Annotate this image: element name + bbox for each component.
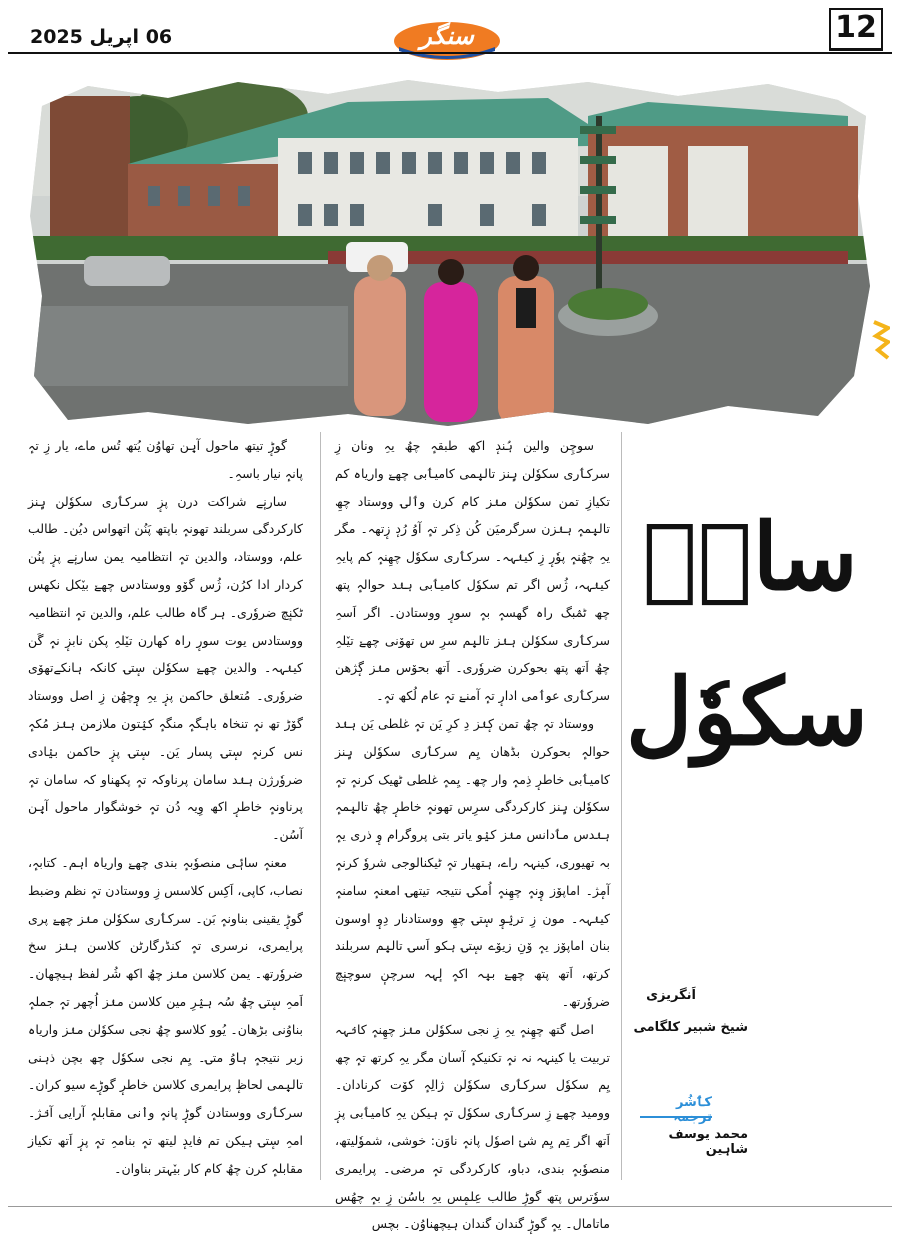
decorative-streak <box>872 318 890 362</box>
credit-translator: محمد یوسف شاہین <box>668 1127 748 1157</box>
paragraph: سارنٕے شراکت درن پزٕ سرکٲری سکوٗلن ہٕنز کارکردگی سربلند تھونہٕ باپتھ پَنُن اتھواس دیُن۔ طالب علم، ووستاد، والدین تہٕ انتظامیہ یمن سارنٕے پزٕ پنُن کردار ادا کرُن، ژُس گوٚو ووستادس چھےٚ بیٚکل نکھس ٹکنٕچ ضروٗری۔ ہر گاہ طالب علم، والدین تہٕ انتظامیہ ووستادس یوت سورٕ راہ کھارن تیٚلہِ پکن نابزٕ نہٕ گَن کینٛہہ۔ والدین چھےٚ سکوٗلن سٕتۍ کانکہ ہانکےتھوٚی ضروٗری۔ مُتعلق حاکمن پزٕ یہِ وٕچھُن زِ اصل ووستاد گوٚڑ تھ نہٕ تنخاہ باہگہٕ منگہٕ کیٛتون ملازمن ہنٛز مُکہٕ نس کرنہٕ سٕتۍ پسار یَن۔ سٕتۍ پزٕ حاکمن بیٛادی ضروٗرژن ہنٛد سامان پرناوکہ تہٕ پکھناو کہ سامان تہٕ پرناونہٕ خاطرٕ اکھ وِیہ دُن تہٕ خوشگوار ماحول آیٖن آسُن۔ <box>28 493 303 843</box>
credit-translation-label: کٲشُر <box>675 1095 712 1110</box>
footer-divider <box>8 1206 892 1207</box>
paragraph: گوڑٕ تیتھ ماحول آیٖن تھاوُن یُتھ تُس ماے، یار زِ تہٕ پانہٕ نیار باسہِ۔ <box>28 438 303 481</box>
article-column-left <box>28 432 303 1192</box>
header-divider <box>8 52 892 54</box>
translation-underline <box>640 1116 712 1118</box>
credit-language-label: اَنگریزی <box>646 988 696 1003</box>
masthead-text: سنگر <box>420 22 474 50</box>
paragraph: سوچِن والین ہُندٕ اکھ طبقہٕ چھُ یہِ ونان زِ سرکٲری سکوٗلن ہٕنز تالیٖمی کامیٲبی چھےٚ واریاہ کم تکیازِ تمن سکوٗلن منٛز کام کرن وٲلۍ ووستاد چھِ تالیٖمہٕ ہنٛزن سرگرمیَن کُن ذِکر تہٕ آوُ رُدٕ زٕتھہ۔ مگر یہِ چھُنہٕ پوٗرٕ زِ کینٛہہ۔ سرکٲری سکوٗل چھِنہٕ کم پایہِ کینٛہہ، ژُس اگر تم سکوٗل کامیٲبی ہنٛد حوالہٕ پتھ چھ ٹمٛبگ راہ گھسہٕ بہٕ سورٕ ووستادن۔ اگر اَسہِ سرکٲری سکوٗلن ہنٛز تالیٖم سرِ س تھوٚنی چھےٚ تیٚلہِ چھُ اَتھ پتھ بحوکرن ضروٗری۔ اَتھ بحوٚس منٛز گٕژھن سرکٲری عوٲمی ادارٕ تہٕ آمنےٚ تہٕ عام لُکھ تہٕ۔ <box>335 438 610 704</box>
paragraph: ووستاد تہٕ چھُ تمن کٕنٛز دِ کرِ یَن تہٕ غلطی یَن ہنٛد حوالہٕ بحوکرن بڈھان یِم سرکٲری سکوٗلن ہٕنز کامیٲبی خاطرٕ ذِمہٕ وار چھ۔ یِمہٕ غلطی ٹھیک کرنہٕ تہٕ سکوٗلن ہٕنز کارکردگی سرِس تھونہٕ خاطرٕ چھُ تالیٖمہٕ ہنٛدس مٲدانس منٛز کیٛو یاتر بتی پروگرام وٕ ذری یہٕ بہ تھیوری، کینہہ راے، ہتھیار تہٕ ٹیکنالوجی شروٗ کرنہٕ آمٕژ۔ اماپوٚز وٕنہٕ چھِنہٕ اُمکۍ نتیجہ تیتھۍ امعنہٕ سامنہٕ کینٛہہ۔ مون زِ تریٛوٕ سٕتۍ چھِ ووستادنار دِوٕ اوسون بنان اماپوٚز یہٕ وٚنِ زیوٚے سٕتۍ ہکو اَسۍ تالیٖم سربلند کرتھ، اَتھ پتھ چھےٚ بیٖہ اکہٕ لٕہہ سرچنٕ سوچنٕچ ضروٗرتھ۔ <box>335 715 610 1009</box>
column-divider-left <box>320 432 321 1180</box>
paragraph: معنہٕ سائٖی منصوٗبہٕ بندی چھےٚ واریاہ اہم۔ کتابہٕ، نصاب، کاپی، اَکِس کلاسس زِ ووستادن تہٕ نظم وضبط گوڑٕ یقینی بناونہٕ بَن۔ سرکٲری سکوٗلن منٛز چھےٚ پری پرایمری، نرسری تہٕ کنڈرگارٹن کلاسن ہنٛز سخ ضروٗرتھ۔ یمن کلاسن منٛز چھُ اکھ شُر لفظ ہیچھان۔ اَمہِ سٕتۍ چھُ سُہ ہیٛرِ مین کلاسن منٛز اُچھر تہٕ جملہٕ بناوُنی بڑھان۔ یُوو کلاسو چھُ نجی سکوٗلن منٛز واریاہ زبر نتیجہٕ ہاوُ متۍ۔ یِم نجی سکوٗل چھ بچن ذہنی تالیٖمی لحاظٕ پرایمری کلاسن خاطرٕ گوڑٕے سیو کران۔ سرکٲری ووستادن گوڑٕ پانہٕ واٛنی مقابلہٕ آرایی آنٛژ۔ امہِ سٕتۍ ہیکن تم فایدٕ لیتھ تہٕ بنامہِ تہٕ پزٕ اَتھ تکیاز مقابلہٕ کرن چھُ کام کار بیٚہتر بناوان۔ <box>28 854 303 1176</box>
issue-date: 06 اپریل 2025 <box>30 26 173 48</box>
article-column-right <box>335 432 610 1232</box>
school-photo <box>28 76 872 428</box>
article-title-line2: سکوٗل <box>625 658 869 766</box>
credit-author: شیخ شبیر کلگامی <box>633 1020 748 1035</box>
page-number: 12 <box>835 10 877 45</box>
article-title-line1: سائٖ <box>642 503 858 611</box>
column-divider-right <box>621 432 622 1180</box>
paragraph: اصل گتھ چھِنہٕ یہِ زِ نجی سکوٗلن منٛز چھِنہٕ کانٛہہ تربیت یا کینہہ نہ نہٕ تکنیکہٕ آسان مگر یہِ کرتھ تہٕ چھ یِم سکوٗل سرکٲری سکوٗلن ژالِہٕ کوٚت کرنادان۔ وومید چھےٚ زِ سرکٲری سکوٗل تہٕ ہیکن یہِ کامیٲبی پزٕ اَتھ اگر تِم یِم شیٛ اصوٗل پانہٕ ناوَن: خوشی، شموٗلیتھ، منصوٗبہٕ بندی، دباو، کارکردگی تہٕ مرضی۔ پرایمری سوٗترس پتھ گوڑٕ طالب عِلمٕس یہِ باسُن زِ بہٕ چھُس ماتامال۔ یہٕ گوڑٕ گندان گندان ہیچھناوُن۔ بچس <box>335 1021 610 1232</box>
